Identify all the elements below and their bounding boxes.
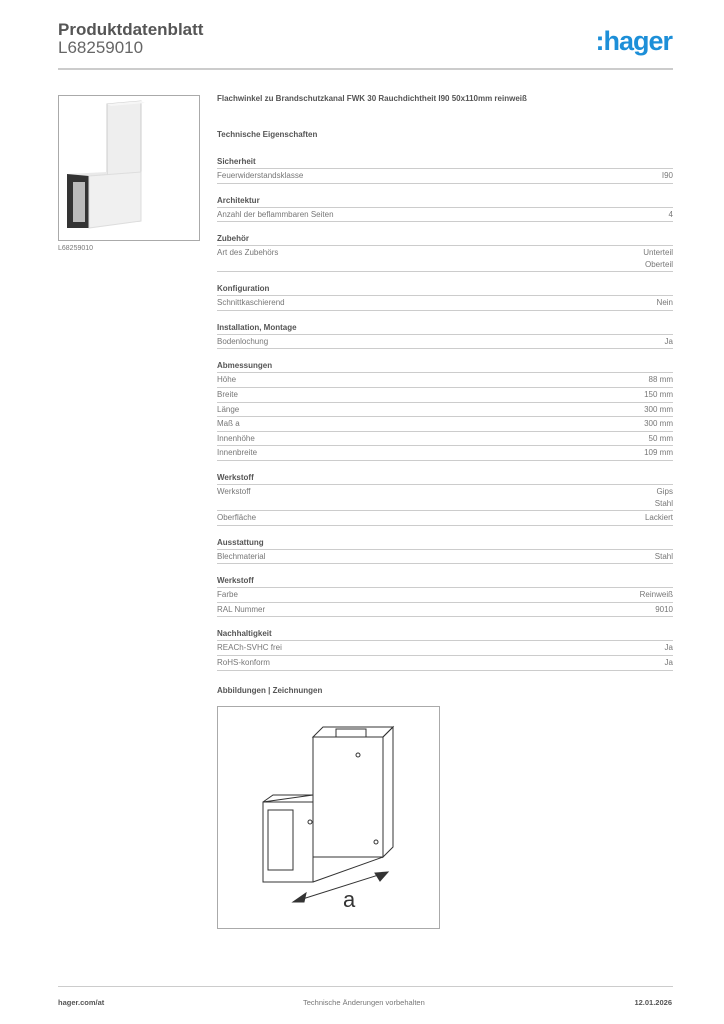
spec-section [217,626,673,670]
spec-row [217,511,673,526]
spec-value: 50 mm [648,433,673,443]
product-code: L68259010 [58,38,144,57]
spec-value: 9010 [655,604,673,614]
spec-label: Blechmaterial [217,551,266,561]
section-title: Nachhaltigkeit [217,626,673,641]
spec-label: Bodenlochung [217,336,269,346]
spec-row [217,246,673,272]
spec-value: 4 [668,209,673,219]
hager-logo: :hager [595,26,672,56]
spec-row [217,335,673,350]
spec-label: RoHS-konform [217,657,270,667]
spec-content [217,92,673,929]
spec-value: Gips [656,486,673,496]
spec-section [217,193,673,223]
spec-section [217,470,673,526]
spec-section [217,320,673,350]
spec-value: 109 mm [644,448,673,458]
spec-row [217,603,673,618]
spec-section [217,154,673,184]
spec-value: 88 mm [648,375,673,385]
spec-value: Reinweiß [639,590,673,600]
spec-row [217,208,673,223]
spec-row [217,641,673,656]
spec-row [217,296,673,311]
section-title: Architektur [217,193,673,208]
spec-label: Innenhöhe [217,433,255,443]
spec-section [217,535,673,565]
spec-value: Ja [664,643,673,653]
spec-row [217,417,673,432]
spec-value: Nein [656,298,673,308]
spec-section [217,281,673,311]
footer-divider [58,986,673,987]
spec-label: Innenbreite [217,448,258,458]
spec-row [217,169,673,184]
spec-row [217,550,673,565]
spec-label: Länge [217,404,240,414]
spec-row [217,446,673,461]
spec-label: Schnittkaschierend [217,298,285,308]
spec-value: I90 [661,171,673,180]
spec-row [217,432,673,447]
spec-value: Ja [664,657,673,667]
section-title: Zubehör [217,231,673,246]
dimension-label: a [343,886,356,912]
spec-label: Breite [217,389,238,399]
section-title: Ausstattung [217,535,673,550]
tech-heading: Technische Eigenschaften [217,130,318,139]
spec-label: Maß a [217,419,240,429]
spec-section [217,573,673,617]
spec-section [217,358,673,461]
spec-row [217,656,673,671]
header-divider [58,68,673,70]
spec-label: Werkstoff [217,486,251,496]
spec-sections [217,154,673,671]
spec-value: Lackiert [644,512,673,522]
spec-row [217,485,673,511]
section-title: Abmessungen [217,358,673,373]
spec-value: Unterteil [643,248,673,258]
section-title: Installation, Montage [217,320,673,335]
thumb-caption: L68259010 [58,245,94,252]
footer-website[interactable]: hager.com/at [58,998,105,1007]
spec-label: Farbe [217,590,238,600]
spec-value: Stahl [654,551,673,561]
drawings-heading: Abbildungen | Zeichnungen [217,685,323,695]
spec-label: REACh-SVHC frei [217,643,282,653]
product-image [58,95,200,241]
section-title: Werkstoff [217,470,673,485]
spec-label: Feuerwiderstandsklasse [217,171,304,180]
product-name: Flachwinkel zu Brandschutzkanal FWK 30 Rauchdichtheit I90 50x110mm reinweiß [217,94,527,103]
spec-value: 300 mm [644,419,673,429]
spec-value: 150 mm [644,389,673,399]
spec-value: Stahl [654,498,673,508]
section-title: Sicherheit [217,154,673,169]
spec-value: 300 mm [644,404,673,414]
spec-value: Oberteil [644,260,673,270]
section-title: Werkstoff [217,573,673,588]
spec-label: Art des Zubehörs [217,248,279,258]
spec-row [217,403,673,418]
spec-row [217,373,673,388]
spec-label: Höhe [217,375,237,385]
spec-label: RAL Nummer [217,604,266,614]
page-title: Produktdatenblatt [58,20,204,39]
technical-drawing [217,706,440,929]
spec-section [217,231,673,272]
spec-row [217,588,673,603]
footer-disclaimer: Technische Änderungen vorbehalten [303,998,425,1007]
spec-row [217,388,673,403]
spec-label: Anzahl der beflammbaren Seiten [217,209,334,219]
spec-label: Oberfläche [217,512,257,522]
section-title: Konfiguration [217,281,673,296]
spec-value: Ja [664,336,673,346]
footer-date: 12.01.2026 [634,998,672,1007]
